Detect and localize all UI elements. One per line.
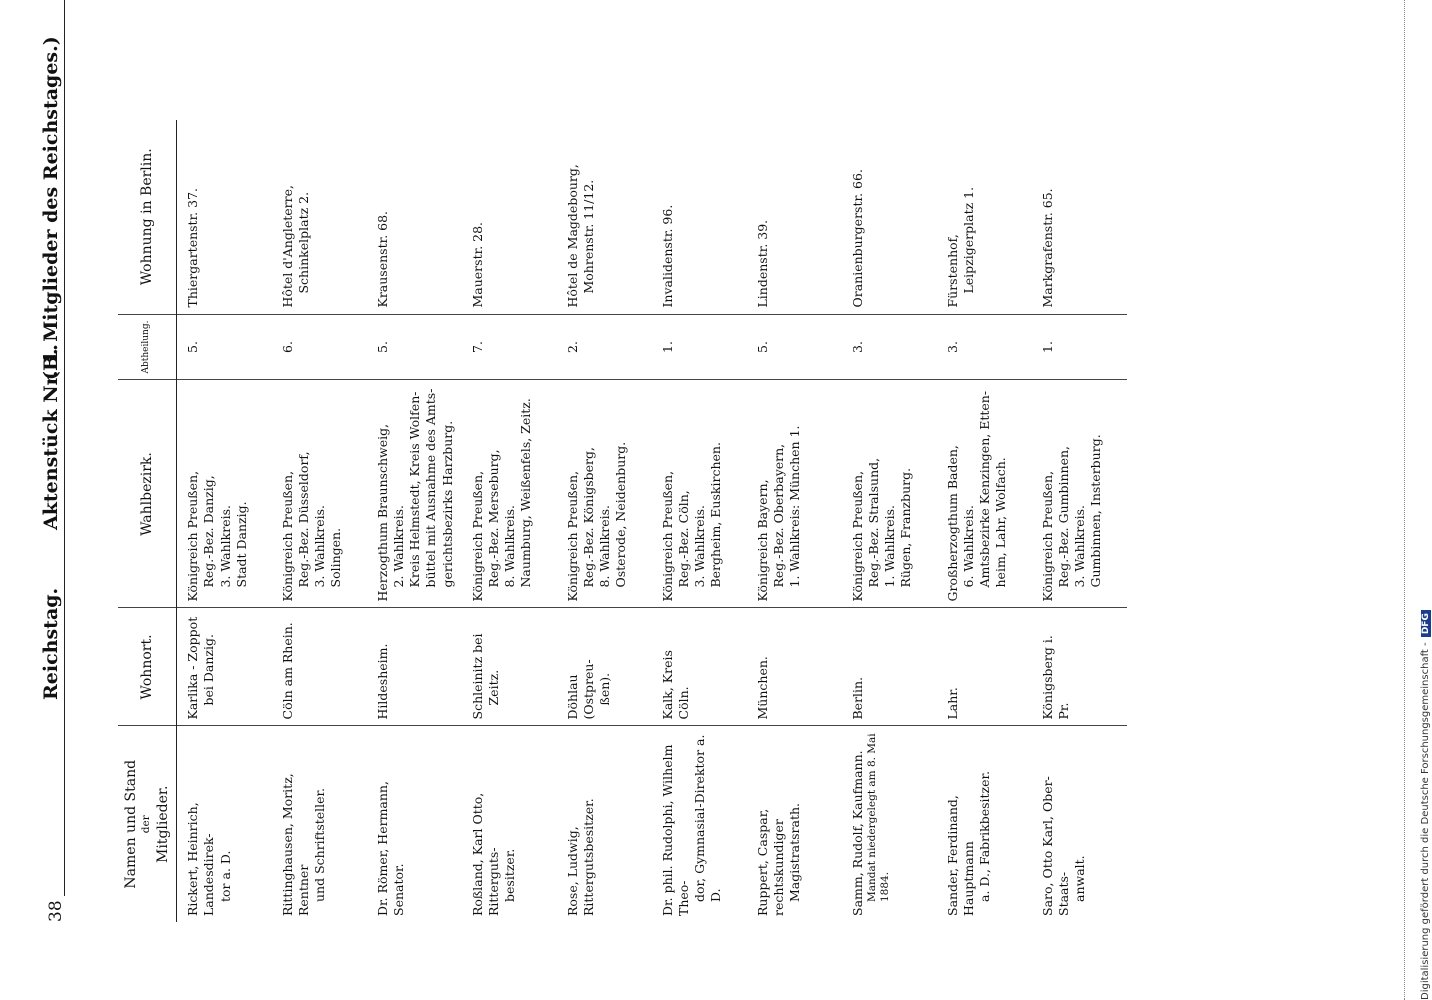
column-header-district: Wahlbezirk. — [118, 380, 177, 608]
division-cell: 5. — [747, 314, 842, 380]
berlin-address-cell: Mauerstr. 28. — [462, 120, 557, 314]
header-center: Aktenstück Nr. 1. — [40, 344, 62, 530]
member-name-cell: Ruppert, Caspar, rechtskundiger Magistratsrath. — [754, 802, 803, 916]
division-cell: 5. — [367, 314, 462, 380]
member-name-cell: Sander, Ferdinand, Hauptmann a. D., Fabrikbesitzer. — [944, 770, 993, 916]
division-cell: 2. — [557, 314, 652, 380]
division-cell: 1. — [1032, 314, 1127, 380]
district-cell: Königreich Preußen, Reg.-Bez. Königsberg, 8. Wahlkreis. Osterode, Neidenburg. — [557, 380, 652, 608]
division-cell: 3. — [937, 314, 1032, 380]
berlin-address-cell: Hôtel de Magdebourg, Mohrenstr. 11/12. — [557, 120, 652, 314]
table-row — [1032, 120, 1127, 922]
residence-cell: Döhlau (Ostpreu- ßen). — [557, 608, 652, 726]
members-table — [118, 120, 1127, 922]
berlin-address-cell: Oranienburgerstr. 66. — [842, 120, 937, 314]
berlin-address-cell: Krausenstr. 68. — [367, 120, 462, 314]
table-row — [367, 120, 462, 922]
district-cell: Königreich Preußen, Reg.-Bez. Gumbinnen, 3. Wahlkreis. Gumbinnen, Insterburg. — [1032, 380, 1127, 608]
header-rule — [64, 0, 65, 896]
berlin-address-cell: Markgrafenstr. 65. — [1032, 120, 1127, 314]
district-cell: Königreich Preußen, Reg.-Bez. Danzig, 3. Wahlkreis. Stadt Danzig. — [177, 380, 272, 608]
division-cell: 6. — [272, 314, 367, 380]
district-cell: Herzogthum Braunschweig, 2. Wahlkreis. Kreis Helmstedt, Kreis Wolfen- büttel mit Ausnahme des Amts- gerichtsbezirks Harzburg. — [367, 380, 462, 608]
division-cell: 5. — [177, 314, 272, 380]
table-row — [272, 120, 367, 922]
header-left: Reichstag. — [40, 587, 62, 700]
table-row — [557, 120, 652, 922]
dfg-credit: Digitalisierung gefördert durch die Deutsche Forschungsgemeinschaft - DFG — [1420, 0, 1431, 1000]
division-cell: 3. — [842, 314, 937, 380]
residence-cell: Kalk, Kreis Cöln. — [652, 608, 747, 726]
district-cell: Königreich Preußen, Reg.-Bez. Stralsund, 1. Wahlkreis. Rügen, Franzburg. — [842, 380, 937, 608]
column-header-berlin: Wohnung in Berlin. — [118, 120, 177, 314]
district-cell: Königreich Preußen, Reg.-Bez. Merseburg, 8. Wahlkreis. Naumburg, Weißenfels, Zeitz. — [462, 380, 557, 608]
residence-cell: Königsberg i. Pr. — [1032, 608, 1127, 726]
member-name-cell: Rittinghausen, Moritz, Rentner und Schriftsteller. — [279, 773, 328, 916]
residence-cell: Schleinitz bei Zeitz. — [462, 608, 557, 726]
division-cell: 1. — [652, 314, 747, 380]
table-row — [842, 120, 937, 922]
column-header-residence: Wohnort. — [118, 608, 177, 726]
table-row — [177, 120, 272, 922]
berlin-address-cell: Fürstenhof, Leipzigerplatz 1. — [937, 120, 1032, 314]
column-header-name: Namen und Stand der Mitglieder. — [118, 726, 177, 922]
district-cell: Königreich Bayern, Reg.-Bez. Oberbayern, 1. Wahlkreis: München 1. — [747, 380, 842, 608]
dotted-divider — [1404, 0, 1405, 1000]
berlin-address-cell: Thiergartenstr. 37. — [177, 120, 272, 314]
header-right: (B. Mitglieder des Reichstages.) — [40, 36, 62, 380]
member-name-cell: Dr. Römer, Hermann, Senator. — [374, 781, 406, 916]
berlin-address-cell: Lindenstr. 39. — [747, 120, 842, 314]
residence-cell: Cöln am Rhein. — [272, 608, 367, 726]
member-name-cell: Saro, Otto Karl, Ober-Staats- anwalt. — [1039, 776, 1088, 916]
dfg-logo: DFG — [1421, 610, 1431, 637]
table-row — [747, 120, 842, 922]
residence-cell: Hildesheim. — [367, 608, 462, 726]
residence-cell: Lahr. — [937, 608, 1032, 726]
residence-cell: München. — [747, 608, 842, 726]
district-cell: Königreich Preußen, Reg.-Bez. Düsseldorf, 3. Wahlkreis. Solingen. — [272, 380, 367, 608]
berlin-address-cell: Hôtel d'Angleterre, Schinkelplatz 2. — [272, 120, 367, 314]
table-header-row — [118, 120, 177, 922]
table-row — [937, 120, 1032, 922]
column-header-division: Abtheilung. — [118, 314, 177, 380]
division-cell: 7. — [462, 314, 557, 380]
member-name-cell: Rickert, Heinrich, Landesdirek- tor a. D. — [185, 802, 233, 916]
district-cell: Großherzogthum Baden, 6. Wahlkreis. Amtsbezirke Kenzingen, Etten- heim, Lahr, Wolfach. — [937, 380, 1032, 608]
district-cell: Königreich Preußen, Reg.-Bez. Cöln, 3. Wahlkreis. Bergheim, Euskirchen. — [652, 380, 747, 608]
table-row — [462, 120, 557, 922]
member-name-cell: Dr. phil. Rudolphi, Wilhelm Theo- dor, Gymnasial-Direktor a. D. — [659, 734, 724, 916]
residence-cell: Karlika - Zoppot bei Danzig. — [177, 608, 272, 726]
berlin-address-cell: Invalidenstr. 96. — [652, 120, 747, 314]
table-row — [652, 120, 747, 922]
page-number: 38 — [46, 900, 66, 922]
member-name-cell: Samm, Rudolf, Kaufmann. Mandat niedergelegt am 8. Mai 1884. — [849, 733, 892, 916]
residence-cell: Berlin. — [842, 608, 937, 726]
member-name-cell: Roßland, Karl Otto, Ritterguts- besitzer. — [469, 792, 518, 916]
mandate-note: Mandat niedergelegt am 8. Mai 1884. — [865, 733, 892, 902]
member-name-cell: Rose, Ludwig, Rittergutsbesitzer. — [564, 798, 596, 916]
